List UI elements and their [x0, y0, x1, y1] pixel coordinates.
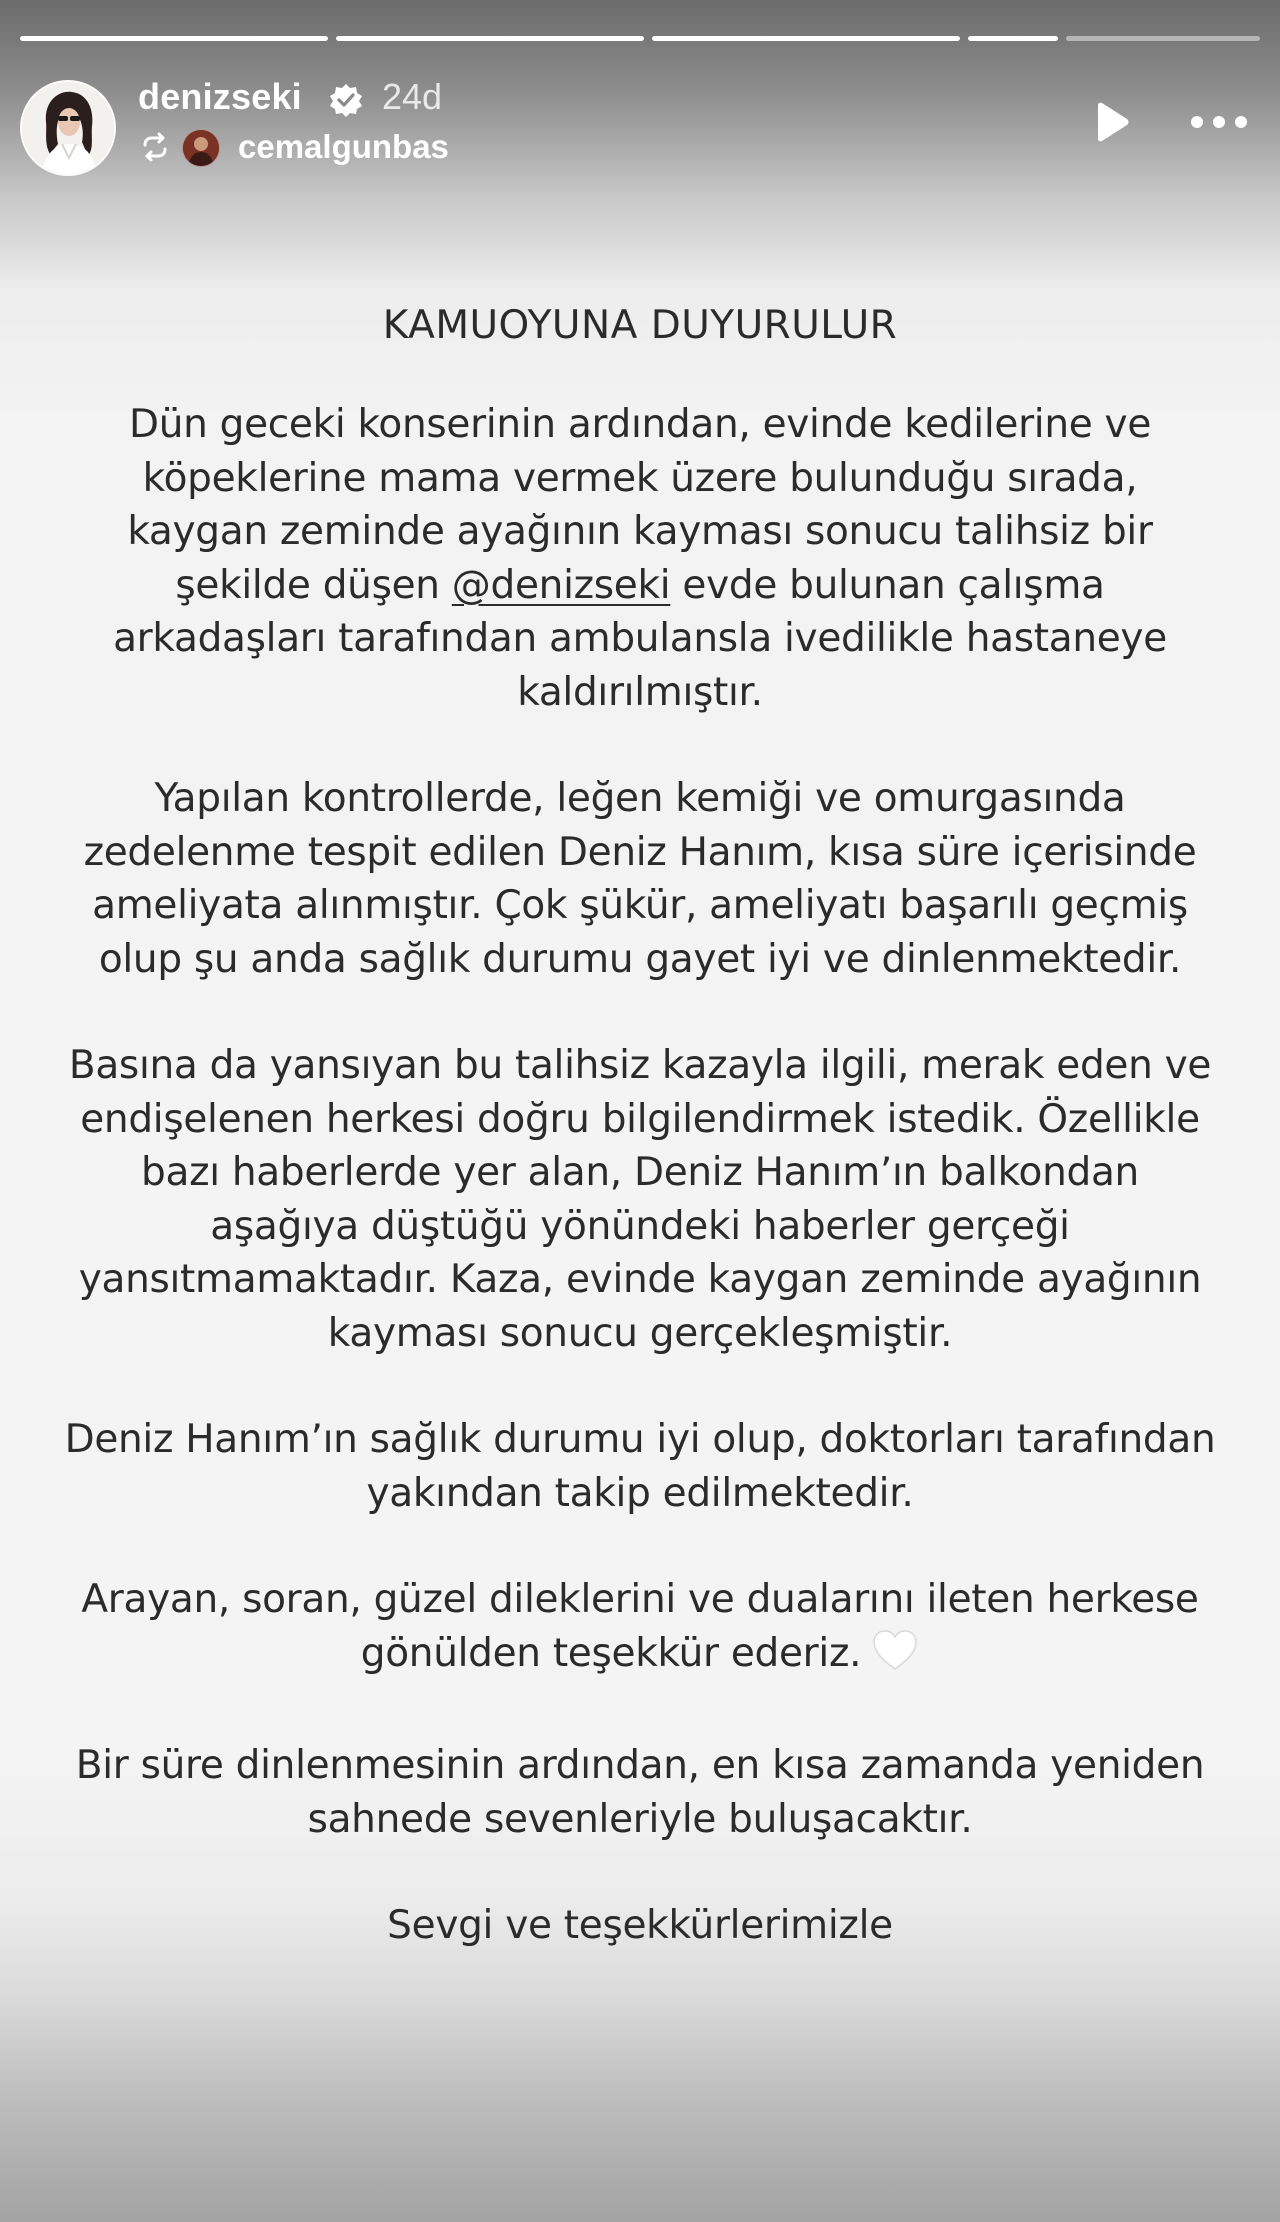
progress-segment — [652, 36, 960, 41]
announcement-title: KAMUOYUNA DUYURULUR — [382, 303, 898, 348]
paragraph — [20, 1899, 1260, 1953]
reposted-username[interactable]: cemalgunbas — [238, 128, 449, 165]
paragraph — [20, 1739, 1260, 1846]
text-line: sahnede sevenleriyle buluşacaktır. — [307, 1796, 973, 1842]
progress-segment — [336, 36, 644, 41]
username[interactable]: denizseki — [138, 76, 302, 117]
more-icon[interactable] — [1186, 100, 1252, 144]
progress-segment — [968, 36, 1058, 41]
verified-badge-icon — [328, 82, 364, 118]
text-line: bazı haberlerde yer alan, Deniz Hanım’ın balkondan — [141, 1150, 1139, 1195]
story-progress-bar — [20, 36, 1260, 41]
paragraph — [20, 1413, 1260, 1520]
text-line: ameliyata alınmıştır. Çok şükür, ameliyatı başarılı geçmiş — [92, 883, 1188, 928]
story-header — [20, 72, 1260, 172]
text-line: yakından takip edilmektedir. — [366, 1470, 914, 1516]
text-line: arkadaşları tarafından ambulansla ivedilikle hastaneye — [113, 616, 1167, 661]
progress-segment — [20, 36, 328, 41]
text-fragment: gönülden teşekkür ederiz. — [360, 1630, 862, 1676]
white-heart-icon — [871, 1628, 919, 1687]
text-line — [20, 1627, 1260, 1687]
paragraph — [20, 1573, 1260, 1686]
text-line: olup şu anda sağlık durumu gayet iyi ve dinlenmektedir. — [98, 936, 1182, 982]
paragraph — [20, 772, 1260, 986]
text-line — [20, 559, 1260, 613]
reposted-user-avatar[interactable] — [182, 129, 220, 167]
paragraph — [20, 398, 1260, 719]
text-line: kaldırılmıştır. — [517, 669, 763, 715]
text-line: kaygan zeminde ayağının kayması sonucu talihsiz bir — [127, 509, 1153, 554]
text-line: yansıtmamaktadır. Kaza, evinde kaygan zeminde ayağının — [78, 1257, 1202, 1302]
text-line: Arayan, soran, güzel dileklerini ve dualarını ileten herkese — [81, 1577, 1199, 1622]
text-line: Yapılan kontrollerde, leğen kemiği ve omurgasında — [154, 776, 1126, 821]
progress-segment — [1066, 36, 1260, 41]
mention-link[interactable]: @denizseki — [451, 562, 671, 608]
text-line: Sevgi ve teşekkürlerimizle — [387, 1903, 893, 1948]
repost-icon — [138, 130, 172, 164]
text-line: köpeklerine mama vermek üzere bulunduğu sırada, — [142, 455, 1138, 501]
text-line: Bir süre dinlenmesinin ardından, en kısa zamanda yeniden — [75, 1743, 1205, 1788]
post-time: 24d — [382, 76, 443, 117]
text-line: Basına da yansıyan bu talihsiz kazayla ilgili, merak eden ve — [68, 1043, 1212, 1088]
paragraph — [20, 1039, 1260, 1360]
avatar[interactable] — [20, 80, 116, 176]
text-line: aşağıya düştüğü yönündeki haberler gerçeği — [210, 1203, 1070, 1249]
play-icon[interactable] — [1088, 100, 1132, 144]
text-line: kayması sonucu gerçekleşmiştir. — [327, 1310, 953, 1356]
text-line: endişelenen herkesi doğru bilgilendirmek istedik. Özellikle — [80, 1096, 1200, 1142]
text-fragment: şekilde düşen — [175, 562, 452, 608]
text-line: Dün geceki konserinin ardından, evinde kedilerine ve — [128, 402, 1152, 447]
text-line: zedelenme tespit edilen Deniz Hanım, kısa süre içerisinde — [83, 829, 1197, 875]
text-fragment: evde bulunan çalışma — [670, 562, 1105, 608]
text-line: Deniz Hanım’ın sağlık durumu iyi olup, doktorları tarafından — [64, 1417, 1216, 1462]
announcement — [20, 296, 1260, 2006]
